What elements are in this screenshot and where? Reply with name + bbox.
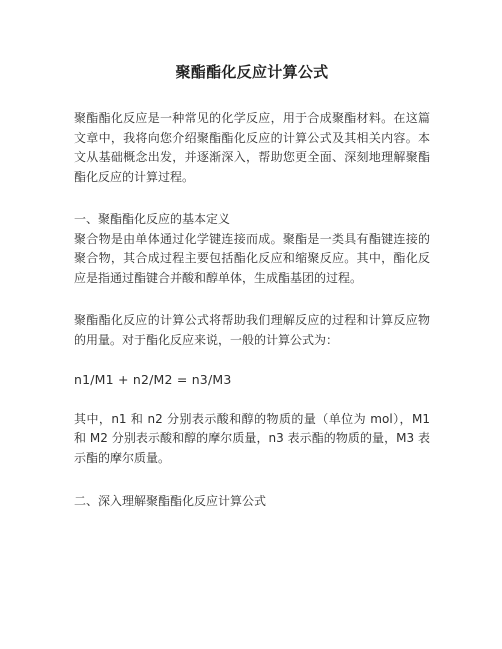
section-heading-1: 一、聚酯酯化反应的基本定义 — [74, 212, 231, 226]
formula-intro-paragraph: 聚酯酯化反应的计算公式将帮助我们理解反应的过程和计算反应物的用量。对于酯化反应来说，一般的计算公式为： — [74, 313, 430, 347]
section-heading-2: 二、深入理解聚酯酯化反应计算公式 — [74, 494, 267, 508]
document-title: 聚酯酯化反应计算公式 — [175, 63, 329, 81]
intro-paragraph: 聚酯酯化反应是一种常见的化学反应，用于合成聚酯材料。在这篇文章中，我将向您介绍聚酯酯化反应的计算公式及其相关内容。本文从基础概念出发，并逐渐深入，帮助您更全面、深刻地理解聚酯酯化反应的计算过程。 — [74, 111, 430, 184]
section-1-paragraph: 聚合物是由单体通过化学键连接而成。聚酯是一类具有酯键连接的聚合物，其合成过程主要包括酯化反应和缩聚反应。其中，酯化反应是指通过酯键合并酸和醇单体，生成酯基团的过程。 — [74, 231, 430, 285]
formula-explanation-paragraph: 其中，n1 和 n2 分别表示酸和醇的物质的量（单位为 mol），M1 和 M2 分别表示酸和醇的摩尔质量，n3 表示酯的物质的量，M3 表示酯的摩尔质量。 — [74, 411, 430, 465]
formula-text: n1/M1 + n2/M2 = n3/M3 — [74, 372, 232, 387]
